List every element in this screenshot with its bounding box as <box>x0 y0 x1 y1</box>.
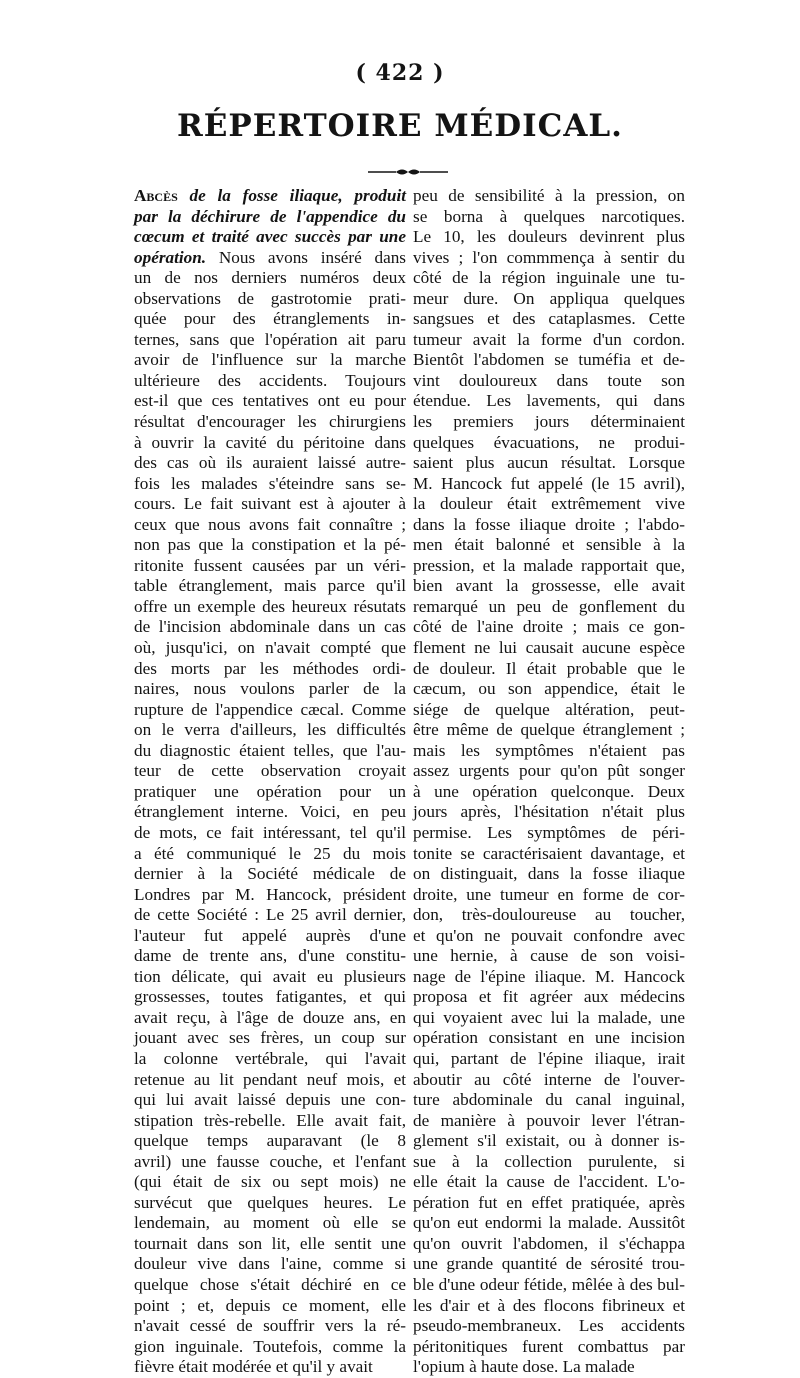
text-line: naires, nous voulons parler de la <box>134 679 406 699</box>
text-line: table étranglement, mais parce qu'il <box>134 576 406 596</box>
text-line: siége de quelque altération, peut- <box>413 699 685 719</box>
text-line: pression, et la malade rapportait que, <box>413 555 685 575</box>
text-line: qu'on ouvrit l'abdomen, il s'échappa <box>413 1233 685 1253</box>
text-line: glement s'il existait, ou à donner is- <box>413 1131 685 1151</box>
text-column-left <box>134 186 406 1378</box>
text-line: bien avant la grossesse, elle avait <box>413 576 685 596</box>
text-line: cœcum et traité avec succès par une <box>134 227 406 247</box>
text-line: meur dure. On appliqua quelques <box>413 288 685 308</box>
text-line: observations de gastrotomie prati- <box>134 288 406 308</box>
text-line: vives ; l'on commmença à sentir du <box>413 247 685 267</box>
text-line: quelque temps auparavant (le 8 <box>134 1131 406 1151</box>
text-line: l'auteur fut appelé auprès d'une <box>134 925 406 945</box>
text-line: Londres par M. Hancock, président <box>134 884 406 904</box>
text-line: a été communiqué le 25 du mois <box>134 843 406 863</box>
text-line: la colonne vertébrale, qui l'avait <box>134 1048 406 1068</box>
text-line: de douleur. Il était probable que le <box>413 658 685 678</box>
text-line: survécut que quelques heures. Le <box>134 1192 406 1212</box>
text-line: quée pour des étranglements in- <box>134 309 406 329</box>
text-line: stipation très-rebelle. Elle avait fait, <box>134 1110 406 1130</box>
text-line: à une opération quelconque. Deux <box>413 781 685 801</box>
text-line: lendemain, au moment où elle se <box>134 1213 406 1233</box>
text-line: Le 10, les douleurs devinrent plus <box>413 227 685 247</box>
text-line: ultérieure des accidents. Toujours <box>134 370 406 390</box>
text-line: men était balonné et sensible à la <box>413 535 685 555</box>
text-line: remarqué un peu de gonflement du <box>413 596 685 616</box>
text-line: l'opium à haute dose. La malade <box>413 1357 635 1377</box>
text-line: retenue au lit pendant neuf mois, et <box>134 1069 406 1089</box>
text-line: rupture de l'appendice cæcal. Comme <box>134 699 406 719</box>
text-line: qui, partant de l'épine iliaque, irait <box>413 1048 685 1068</box>
text-line: sue à la collection purulente, si <box>413 1151 685 1171</box>
ornament-divider <box>368 167 448 177</box>
text-line: un de nos derniers numéros deux <box>134 268 406 288</box>
text-line: point ; et, depuis ce moment, elle <box>134 1295 406 1315</box>
text-line: nage de l'épine iliaque. M. Hancock <box>413 966 685 986</box>
text-line: se borna à quelques narcotiques. <box>413 206 685 226</box>
text-line: fois les malades s'éteindre sans se- <box>134 473 406 493</box>
text-line: assez urgents pour qu'on pût songer <box>413 761 685 781</box>
text-line: sangsues et des cataplasmes. Cette <box>413 309 685 329</box>
text-line: cours. Le fait suivant est à ajouter à <box>134 494 406 514</box>
text-line: avait reçu, à l'âge de douze ans, en <box>134 1007 406 1027</box>
text-line: ritonite fussent causées par un véri- <box>134 555 406 575</box>
text-line: tumeur avait la forme d'un cordon. <box>413 329 685 349</box>
text-line: côté de la région inguinale une tu- <box>413 268 685 288</box>
text-line: don, très-douloureuse au toucher, <box>413 905 685 925</box>
text-line: offre un exemple des heureux résutats <box>134 596 406 616</box>
text-line: aboutir au côté interne de l'ouver- <box>413 1069 685 1089</box>
text-line: saient plus aucun résultat. Lorsque <box>413 453 685 473</box>
text-line: opération consistant en une incision <box>413 1028 685 1048</box>
text-line: jours après, l'hésitation n'était plus <box>413 802 685 822</box>
text-line: Bientôt l'abdomen se tuméfia et de- <box>413 350 685 370</box>
text-line: fièvre était modérée et qu'il y avait <box>134 1357 373 1377</box>
text-line: résultat d'encourager les chirurgiens <box>134 412 406 432</box>
text-line: quelques évacuations, ne produi- <box>413 432 685 452</box>
page-title: RÉPERTOIRE MÉDICAL. <box>177 108 623 144</box>
text-line: ternes, sans que l'opération ait paru <box>134 329 406 349</box>
text-column-right <box>413 186 685 1378</box>
text-line: permise. Les symptômes de péri- <box>413 822 685 842</box>
text-line: qui voyaient avec lui la malade, une <box>413 1007 685 1027</box>
text-line: être même de quelque étranglement ; <box>413 720 685 740</box>
text-line: côté de l'aine droite ; mais ce gon- <box>413 617 685 637</box>
text-line: proposa et fit agréer aux médecins <box>413 987 685 1007</box>
text-line: de mots, ce fait intéressant, tel qu'il <box>134 822 406 842</box>
text-line: on le verra d'ailleurs, les difficultés <box>134 720 406 740</box>
text-line: qu'on eut endormi la malade. Aussitôt <box>413 1213 685 1233</box>
text-line: par la déchirure de l'appendice du <box>134 206 406 226</box>
text-line: est-il que ces tentatives ont eu pour <box>134 391 406 411</box>
text-line: pération fut en effet pratiquée, après <box>413 1192 685 1212</box>
text-line: vint douloureux dans toute son <box>413 370 685 390</box>
text-line: avoir de l'influence sur la marche <box>134 350 406 370</box>
text-line: une hernie, à cause de son voisi- <box>413 946 685 966</box>
text-line: pratiquer une opération pour un <box>134 781 406 801</box>
text-line: flement ne lui causait aucune espèce <box>413 638 685 658</box>
text-line: dans la fosse iliaque droite ; l'abdo- <box>413 514 685 534</box>
text-line: peu de sensibilité à la pression, on <box>413 186 685 205</box>
text-line: mais les symptômes n'étaient pas <box>413 740 685 760</box>
text-line: tonite se caractérisaient davantage, et <box>413 843 685 863</box>
text-line: les premiers jours déterminaient <box>413 412 685 432</box>
text-line: quelque chose s'était déchiré en ce <box>134 1274 406 1294</box>
text-line: n'avait cessé de souffrir vers la ré- <box>134 1316 406 1336</box>
text-line: de cette Société : Le 25 avril dernier, <box>134 905 406 925</box>
text-line: pseudo-membraneux. Les accidents <box>413 1316 685 1336</box>
text-line: tion délicate, qui avait eu plusieurs <box>134 966 406 986</box>
text-line: qui lui avait laissé depuis une con- <box>134 1090 406 1110</box>
text-line: ceux que nous avons fait connaître ; <box>134 514 406 534</box>
text-line: (qui était de six ou sept mois) ne <box>134 1172 406 1192</box>
text-line: péritonitiques furent combattus par <box>413 1336 685 1356</box>
text-line: où, jusqu'ici, on n'avait compté que <box>134 638 406 658</box>
text-line: Abcès de la fosse iliaque, produit <box>134 186 406 205</box>
text-line: opération. Nous avons inséré dans <box>134 247 406 267</box>
text-line: non pas que la constipation et la pé- <box>134 535 406 555</box>
text-line: gion inguinale. Toutefois, comme la <box>134 1336 406 1356</box>
text-line: des cas où ils auraient laissé autre- <box>134 453 406 473</box>
text-line: douleur vive dans l'aine, comme si <box>134 1254 406 1274</box>
text-line: jouant avec ses frères, un coup sur <box>134 1028 406 1048</box>
text-line: grossesses, toutes fatigantes, et qui <box>134 987 406 1007</box>
text-line: elle était la cause de l'accident. L'o- <box>413 1172 685 1192</box>
page-number: ( 422 ) <box>355 60 445 86</box>
text-line: tournait dans son lit, elle sentit une <box>134 1233 406 1253</box>
text-line: on distinguait, dans la fosse iliaque <box>413 864 685 884</box>
text-line: de l'incision abdominale dans un cas <box>134 617 406 637</box>
text-line: dernier à la Société médicale de <box>134 864 406 884</box>
text-line: M. Hancock fut appelé (le 15 avril), <box>413 473 685 493</box>
text-line: ble d'une odeur fétide, mêlée à des bul- <box>413 1274 685 1294</box>
text-line: la douleur était extrêmement vive <box>413 494 685 514</box>
text-line: ture abdominale du canal inguinal, <box>413 1090 685 1110</box>
text-line: avril) une fausse couche, et l'enfant <box>134 1151 406 1171</box>
text-line: les d'air et à des flocons fibrineux et <box>413 1295 685 1315</box>
text-line: teur de cette observation croyait <box>134 761 406 781</box>
text-line: de manière à pouvoir lever l'étran- <box>413 1110 685 1130</box>
text-line: à ouvrir la cavité du péritoine dans <box>134 432 406 452</box>
text-line: étendue. Les lavements, qui dans <box>413 391 685 411</box>
text-line: du diagnostic étaient telles, que l'au- <box>134 740 406 760</box>
text-line: et qu'on ne pouvait confondre avec <box>413 925 685 945</box>
text-line: une grande quantité de sérosité trou- <box>413 1254 685 1274</box>
text-line: étranglement interne. Voici, en peu <box>134 802 406 822</box>
text-line: dame de trente ans, d'une constitu- <box>134 946 406 966</box>
text-line: des morts par les méthodes ordi- <box>134 658 406 678</box>
text-line: cæcum, ou son appendice, était le <box>413 679 685 699</box>
text-line: droite, une tumeur en forme de cor- <box>413 884 685 904</box>
